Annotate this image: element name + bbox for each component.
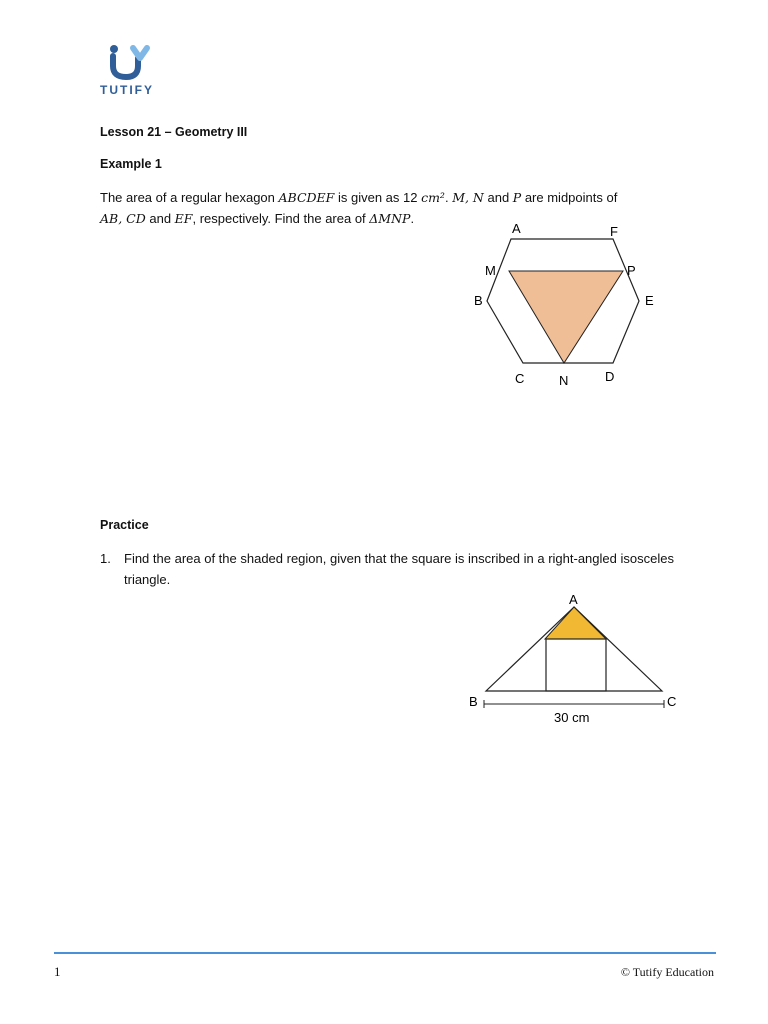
- label-m: M: [485, 263, 496, 278]
- label-a: A: [512, 221, 521, 236]
- label-f: F: [610, 224, 618, 239]
- practice-heading: Practice: [100, 518, 149, 532]
- page-number: 1: [54, 964, 61, 979]
- label-d: D: [605, 369, 615, 384]
- label-b: B: [474, 293, 483, 308]
- label-b: B: [469, 694, 478, 709]
- label-n: N: [559, 373, 569, 388]
- label-c: C: [667, 694, 677, 709]
- lesson-title: Lesson 21 – Geometry III: [100, 125, 248, 139]
- question-text: Find the area of the shaded region, given that the square is inscribed in a right-angled isosceles triangle.: [124, 551, 674, 587]
- shaded-top-triangle: [545, 607, 606, 639]
- copyright-text: © Tutify Education: [620, 965, 714, 979]
- label-c: C: [515, 371, 525, 386]
- hexagon-figure: [460, 215, 680, 395]
- question-number: 1.: [100, 551, 111, 566]
- footer-divider: [54, 952, 716, 954]
- brand-name: TUTIFY: [100, 83, 154, 97]
- example-heading: Example 1: [100, 157, 162, 171]
- label-p: P: [627, 263, 636, 278]
- base-length-label: 30 cm: [554, 710, 590, 725]
- label-e: E: [645, 293, 654, 308]
- triangle-figure: [460, 588, 700, 733]
- label-a: A: [569, 592, 578, 607]
- example-question: The area of a regular hexagon ABCDEF is given as 12 cm². M, N and P are midpoints of AB, CD and EF, respectively. Find the area of ΔMNP.: [100, 190, 618, 226]
